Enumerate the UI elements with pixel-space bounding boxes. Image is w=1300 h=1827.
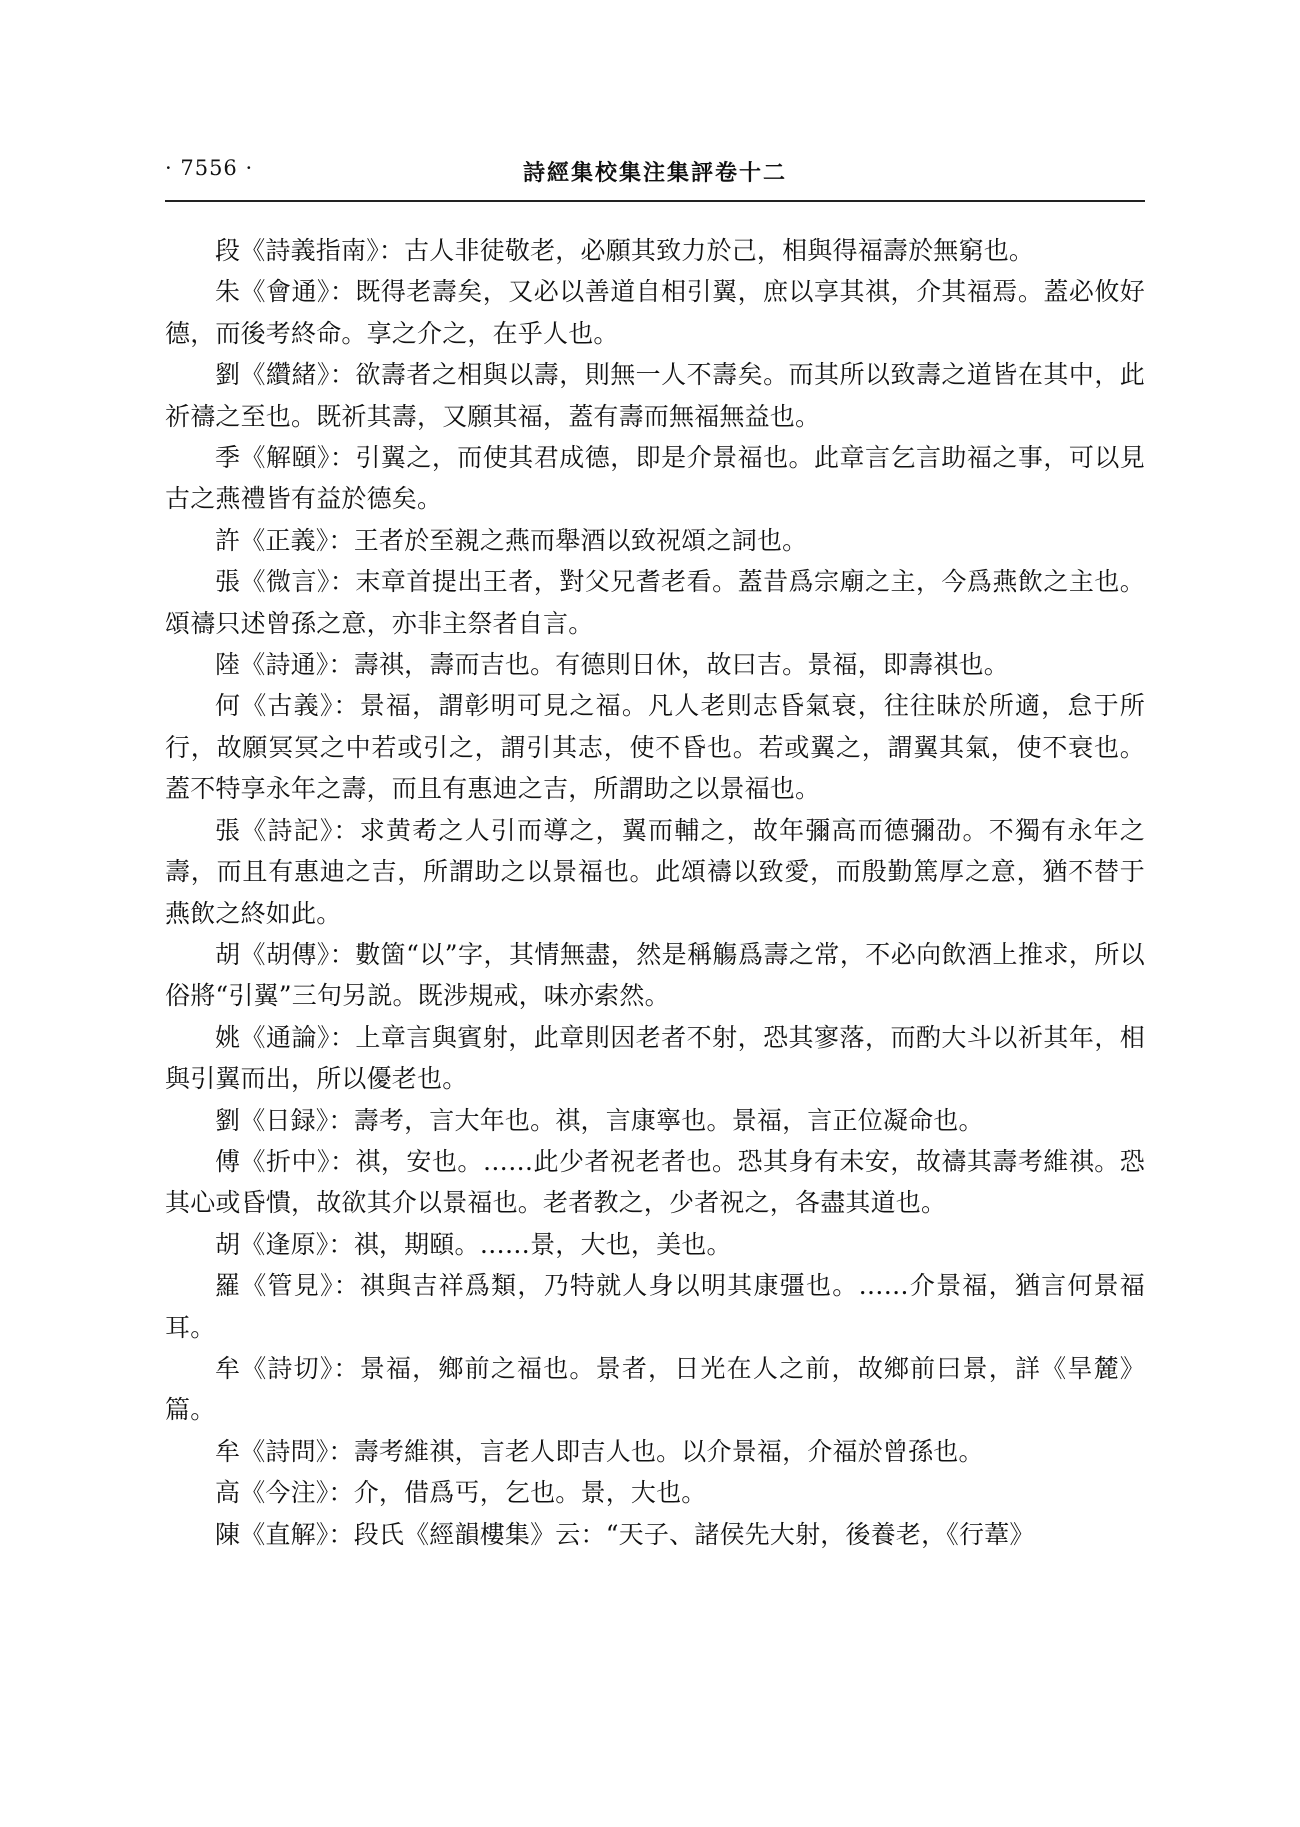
commentary-paragraph: 朱《會通》：既得老壽矣，又必以善道自相引翼，庶以享其祺，介其福焉。蓋必攸好德，而後考終命。享之介之，在乎人也。	[165, 277, 1145, 348]
header-rule	[165, 200, 1145, 202]
commentary-paragraph: 胡《胡傳》：數箇“以”字，其情無盡，然是稱觴爲壽之常，不必向飲酒上推求，所以俗將“引翼”三句另説。既涉規戒，味亦索然。	[165, 939, 1145, 1011]
commentary-paragraph: 段《詩義指南》：古人非徒敬老，必願其致力於己，相與得福壽於無窮也。	[215, 236, 1035, 265]
commentary-paragraph: 羅《管見》：祺與吉祥爲類，乃特就人身以明其康彊也。……介景福，猶言何景福耳。	[165, 1271, 1145, 1342]
main-text	[165, 230, 1145, 1555]
commentary-paragraph: 張《微言》：末章首提出王者，對父兄耆老看。蓋昔爲宗廟之主，今爲燕飲之主也。頌禱只述曾孫之意，亦非主祭者自言。	[165, 567, 1145, 638]
commentary-paragraph: 張《詩記》：求黄耇之人引而導之，翼而輔之，故年彌高而德彌劭。不獨有永年之壽，而且有惠迪之吉，所謂助之以景福也。此頌禱以致愛，而殷勤篤厚之意，猶不替于燕飲之終如此。	[165, 815, 1145, 928]
running-title: 詩經集校集注集評卷十二	[522, 161, 787, 186]
commentary-paragraph: 季《解頤》：引翼之，而使其君成德，即是介景福也。此章言乞言助福之事，可以見古之燕禮皆有益於德矣。	[165, 443, 1145, 514]
commentary-paragraph: 高《今注》：介，借爲丐，乞也。景，大也。	[215, 1478, 707, 1508]
commentary-paragraph: 陸《詩通》：壽祺，壽而吉也。有德則日休，故曰吉。景福，即壽祺也。	[215, 650, 1009, 680]
commentary-paragraph: 劉《日録》：壽考，言大年也。祺，言康寧也。景福，言正位凝命也。	[215, 1105, 984, 1135]
commentary-paragraph: 何《古義》：景福，謂彰明可見之福。凡人老則志昏氣衰，往往昧於所適，怠于所行，故願冥冥之中若或引之，謂引其志，使不昏也。若或翼之，謂翼其氣，使不衰也。蓋不特享永年之壽，而且有惠迪之吉，所謂助之以景福也。	[165, 691, 1145, 804]
commentary-paragraph: 劉《纘緒》：欲壽者之相與以壽，則無一人不壽矣。而其所以致壽之道皆在其中，此祈禱之至也。既祈其壽，又願其福，蓋有壽而無福無益也。	[165, 360, 1145, 431]
commentary-paragraph: 牟《詩切》：景福，鄉前之福也。景者，日光在人之前，故鄉前曰景，詳《旱麓》篇。	[165, 1353, 1145, 1425]
page-header	[165, 156, 1145, 204]
commentary-paragraph: 傅《折中》：祺，安也。……此少者祝老者也。恐其身有未安，故禱其壽考維祺。恐其心或昏憒，故欲其介以景福也。老者教之，少者祝之，各盡其道也。	[165, 1146, 1145, 1218]
commentary-paragraph: 許《正義》：王者於至親之燕而舉酒以致祝頌之詞也。	[215, 525, 808, 555]
page-number: · 7556 ·	[165, 156, 254, 180]
commentary-paragraph: 姚《通論》：上章言與賓射，此章則因老者不射，恐其寥落，而酌大斗以祈其年，相與引翼而出，所以優老也。	[165, 1022, 1145, 1094]
commentary-paragraph: 牟《詩問》：壽考維祺，言老人即吉人也。以介景福，介福於曾孫也。	[215, 1436, 984, 1466]
commentary-paragraph: 胡《逢原》：祺，期頤。……景，大也，美也。	[215, 1229, 732, 1259]
commentary-paragraph: 陳《直解》：段氏《經韻樓集》云：“天子、諸侯先大射，後養老，《行葦》	[215, 1519, 1035, 1549]
